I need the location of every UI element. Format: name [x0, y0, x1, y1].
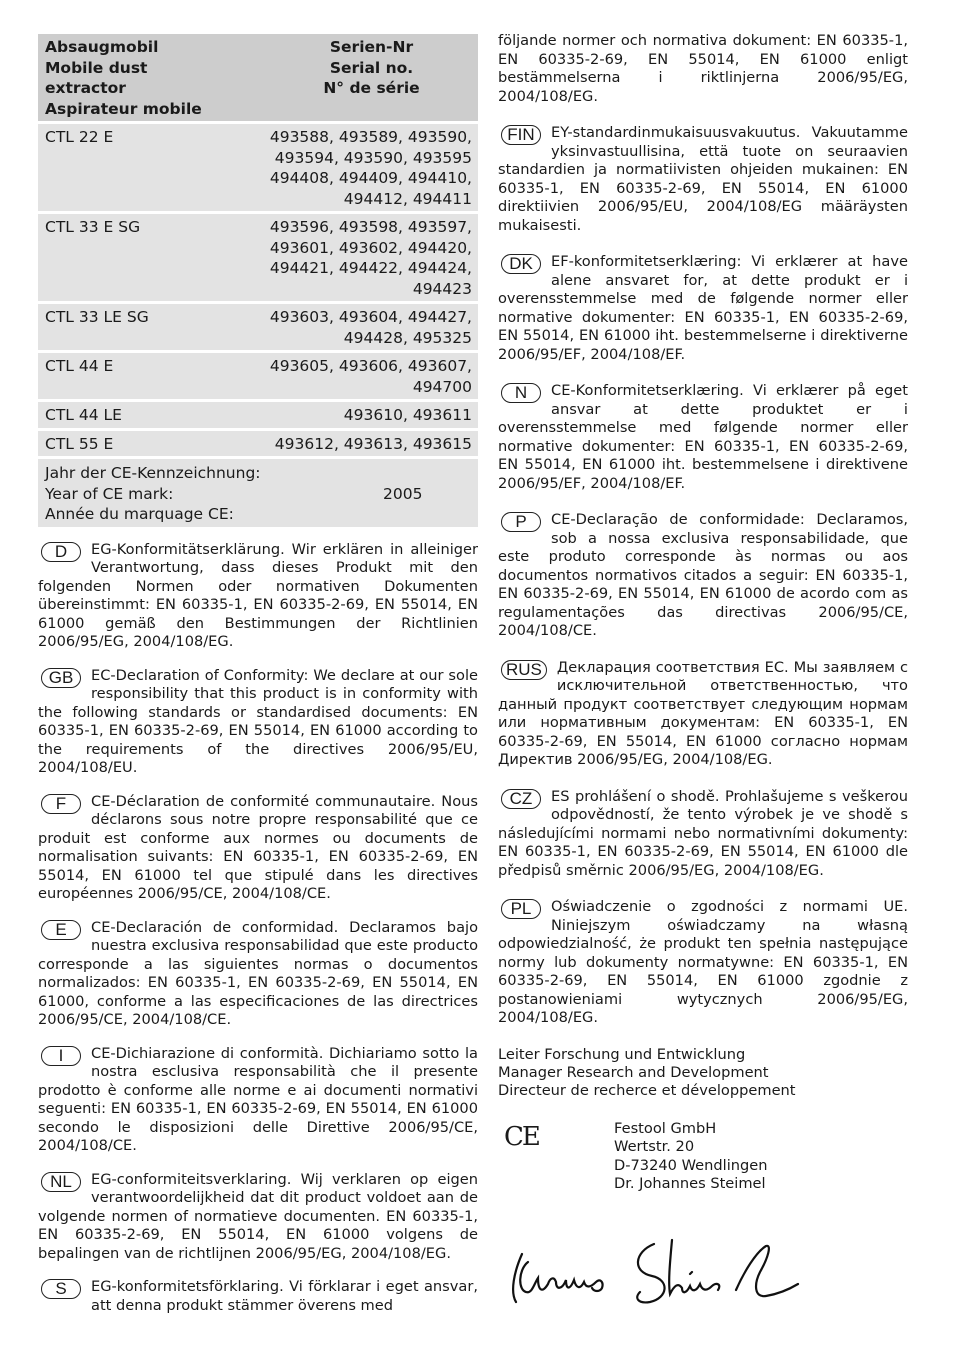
declaration-text: CE-Declaración de conformidad. Declaramos bajo nuestra exclusiva responsabilidad que este producto corresponde a las siguientes normas o documentos normalizados: EN 60335-1, EN 60335-2-69, EN 55014, EN 61000, conforme a las especificaciones de las directrices 2006/95/CE, 2004/108/CE.: [38, 918, 478, 1028]
declaration-text: Декларация соответствия ЕС. Мы заявляем с исключительной ответственностью, что данный продукт соответствует следующим нормам или нормативным документам: EN 60335-1, EN 60335-2-69, EN 55014, EN 61000 согласно нормам Директив 2006/95/EG, 2004/108/EG.: [498, 658, 908, 768]
language-badge-f: F: [41, 794, 81, 814]
serial-numbers: 493596, 493598, 493597, 493601, 493602, 494420, 494421, 494422, 494424, 494423: [211, 213, 478, 303]
left-column: [38, 34, 478, 1315]
declaration-text: EF-konformitetserklæring: Vi erklærer at have alene ansvaret for, at dette produkt er i overensstemmelse med de følgende normer eller normative dokumenter: EN 60335-1, EN 60335-2-69, EN 55014, EN 61000 iht. bestemmelserne i direktiverne 2006/95/EF, 2004/108/EF.: [498, 253, 908, 363]
language-badge-s: S: [41, 1279, 81, 1299]
serial-numbers: 493603, 493604, 494427, 494428, 495325: [211, 303, 478, 352]
declaration-text: EC-Declaration of Conformity: We declare at our sole responsibility that this product is in conformity with the following standards or standardised documents: EN 60335-1, EN 60335-2-69, EN 55014, EN 61000 according to the requirements of the directives 2006/95/EU, 2004/108/EU.: [38, 666, 478, 776]
declaration-no: [498, 382, 908, 493]
language-badge-nl: NL: [41, 1172, 81, 1192]
table-row: [38, 303, 478, 352]
serial-numbers: 493612, 493613, 493615: [211, 429, 478, 458]
company-block: [498, 1120, 908, 1200]
language-badge-cz: CZ: [501, 789, 541, 809]
declaration-text: CE-Dichiarazione di conformità. Dichiariamo sotto la nostra esclusiva responsabilità che il presente prodotto è conforme alle norme e ai documenti normativi seguenti: EN 60335-1, EN 60335-2-69, EN 55014, EN 61000 secondo le disposizioni delle Direttive 2006/95/CE, 2004/108/CE.: [38, 1044, 478, 1154]
language-badge-pl: PL: [501, 899, 541, 919]
declaration-text: EG-Konformitätserklärung. Wir erklären in alleiniger Verantwortung, dass dieses Produkt mit den folgenden Normen oder normativen Dokumenten übereinstimmt: EN 60335-1, EN 60335-2-69, EN 55014, EN 61000 gemäß den Bestimmungen der Richtlinien 2006/95/EG, 2004/108/EG.: [38, 540, 478, 650]
language-badge-rus: RUS: [501, 660, 547, 680]
language-badge-p: P: [501, 512, 541, 532]
model-name: CTL 22 E: [38, 123, 211, 213]
model-name: CTL 44 LE: [38, 401, 211, 430]
declaration-es: [38, 919, 478, 1030]
declaration-text: CE-Declaração de conformidade: Declaramos, sob a nossa exclusiva responsabilidade, que este produto corresponde às normas ou aos documentos normativos citados a seguir: EN 60335-1, EN 60335-2-69, EN 55014, EN 61000 de acordo com as regulamentações das directivas 2006/95/CE, 2004/108/CE.: [498, 511, 908, 639]
table-header: [38, 34, 478, 123]
ce-mark-logo: CE: [504, 1121, 539, 1152]
ce-year-cell: Jahr der CE-Kennzeichnung: Year of CE mark: Année du marquage CE: 2005: [38, 458, 478, 527]
signatory-title: Leiter Forschung und Entwicklung Manager Research and Development Directeur de recherce et développement: [498, 1045, 796, 1099]
handwritten-signature: [504, 1232, 804, 1312]
ce-year-value: 2005: [383, 485, 423, 503]
declaration-se: [38, 1278, 478, 1315]
model-name: CTL 33 LE SG: [38, 303, 211, 352]
model-name: CTL 44 E: [38, 352, 211, 401]
declaration-pl: [498, 898, 908, 1028]
serial-number-table: [38, 34, 478, 527]
declaration-text: CE-Konformitetserklæring. Vi erklærer på eget ansvar at dette produktet er i overensstemmelse med følgende normer eller normative dokumenter: EN 60335-1, EN 60335-2-69, EN 55014, EN 61000 iht. bestemmelsene i direktivene 2006/95/EF, 2004/108/EF.: [498, 382, 908, 492]
declaration-text: ES prohlášení o shodě. Prohlašujeme s veškerou odpovědností, že tento výrobek je ve shodě s následujícími normami nebo normativními dokumenty: EN 60335-1, EN 60335-2-69, EN 55014, EN 61000 dle předpisů směrnic 2006/95/EG, 2004/108/EG.: [498, 787, 908, 879]
declaration-nl: [38, 1171, 478, 1264]
declaration-pt: [498, 511, 908, 641]
declaration-gb: [38, 667, 478, 778]
declaration-text: EY-standardinmukaisuusvakuutus. Vakuutamme yksinvastuullisina, että tuote on seuraavien standardien ja normatiivisten ohjeiden mukainen: EN 60335-1, EN 60335-2-69, EN 55014, EN 61000 direktiivien 2006/95/EU, 2004/108/EG määräysten mukaisesti.: [498, 124, 908, 234]
serial-numbers: 493610, 493611: [211, 401, 478, 430]
table-row: [38, 352, 478, 401]
declaration-text: CE-Déclaration de conformité communautaire. Nous déclarons sous notre propre responsabilité que ce produit est conforme aux normes ou documents de normalisation suivants: EN 60335-1, EN 60335-2-69, EN 55014, EN 61000 tel que stipulé dans les directives européennes 2006/95/CE, 2004/108/CE.: [38, 792, 478, 902]
language-badge-de: D: [41, 542, 81, 562]
table-row: [38, 429, 478, 458]
serial-numbers: 493605, 493606, 493607, 494700: [211, 352, 478, 401]
table-row: [38, 401, 478, 430]
declaration-fi: [498, 124, 908, 235]
language-badge-fin: FIN: [501, 125, 541, 145]
right-column: [498, 32, 908, 1200]
table-row: [38, 123, 478, 213]
declaration-de: [38, 541, 478, 652]
declaration-it: [38, 1045, 478, 1156]
declaration-text: EG-konformitetsförklaring. Vi förklarar i eget ansvar, att denna produkt stämmer överens med: [91, 1278, 478, 1314]
declaration-dk: [498, 253, 908, 364]
serial-numbers: 493588, 493589, 493590, 493594, 493590, 493595 494408, 494409, 494410, 494412, 494411: [211, 123, 478, 213]
declaration-se-continuation: följande normer och normativa dokument: EN 60335-1, EN 60335-2-69, EN 55014, EN 61000 enligt bestämmelserna i riktlinjerna 2006/95/EG, 2004/108/EG.: [498, 32, 908, 105]
declaration-cz: [498, 788, 908, 881]
language-badge-gb: GB: [41, 668, 81, 688]
declaration-text: EG-conformiteitsverklaring. Wij verklaren op eigen verantwoordelijkheid dat dit product voldoet aan de volgende normen of normatieve documenten. EN 60335-1, EN 60335-2-69, EN 55014, EN 61000 volgens de bepalingen van de richtlijnen 2006/95/EG, 2004/108/EG.: [38, 1170, 478, 1262]
model-name: CTL 33 E SG: [38, 213, 211, 303]
language-badge-i: I: [41, 1046, 81, 1066]
table-row: [38, 213, 478, 303]
declaration-fr: [38, 793, 478, 904]
language-badge-dk: DK: [501, 254, 541, 274]
ce-year-row: [38, 458, 478, 527]
language-badge-e: E: [41, 920, 81, 940]
declaration-text: Oświadczenie o zgodności z normami UE. Niniejszym oświadczamy na własną odpowiedzialność, że produkt ten spełnia następujące normy lub dokumenty normatywne: EN 60335-1, EN 60335-2-69, EN 55014, EN 61000 zgodnie z postanowieniami wytycznych 2006/95/EG, 2004/108/EG.: [498, 898, 908, 1026]
model-name: CTL 55 E: [38, 429, 211, 458]
header-serial-label: Serien-Nr Serial no. N° de série: [211, 34, 478, 123]
header-product-label: Absaugmobil Mobile dust extractor Aspirateur mobile: [38, 34, 211, 123]
company-address: Festool GmbH Wertstr. 20 D-73240 Wendlingen Dr. Johannes Steimel: [614, 1119, 768, 1192]
declaration-ru: [498, 659, 908, 770]
language-badge-n: N: [501, 383, 541, 403]
